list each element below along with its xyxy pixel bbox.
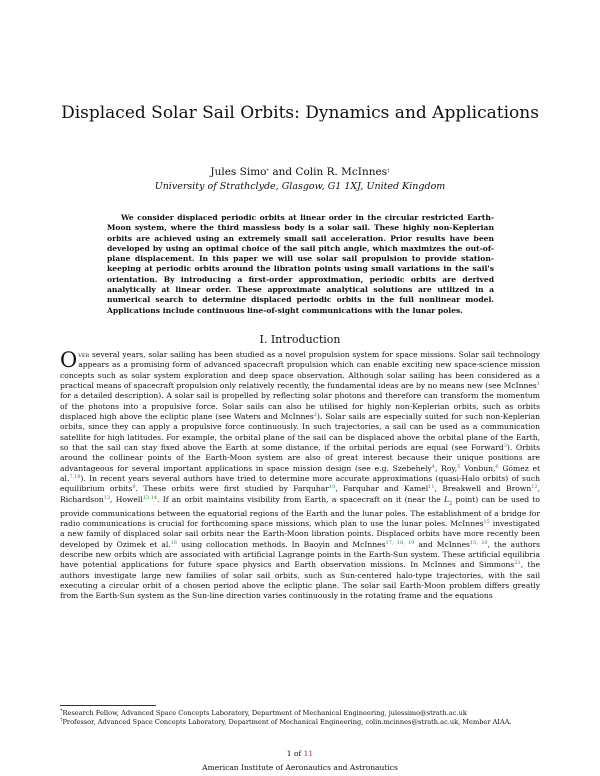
text-run: , Farquhar and Kamel: [335, 484, 429, 494]
text-run: several years, solar sailing has been studied as a novel propulsion system for space missions. Solar sail technology appears as a promising form of advanced spacecraft propulsion which can enable exciting new space-science mission concepts such as solar system exploration and deep space observation. Although solar sailing has been considered as a practical means of spacecraft propulsion only relatively recently, the fundamental ideas are by no means new (see McInnes: [60, 350, 540, 391]
citation-link[interactable]: 1: [536, 381, 540, 388]
math-symbol: L: [444, 494, 450, 504]
text-run: using collocation methods. In Baoyin and McInnes: [177, 539, 386, 549]
footnote-mark[interactable]: *: [266, 168, 269, 174]
footnote-rule: [60, 705, 156, 706]
paper-title: Displaced Solar Sail Orbits: Dynamics and Applications: [61, 103, 539, 123]
text-run: ). Orbits around the collinear points of the Earth-Moon system are also of great interest because their unique positions are advantageous for several important applications in space mission design (see e.g. Szebehely: [60, 443, 540, 473]
text-run: investigated a new family of displaced solar sail orbits near the Earth-Moon libration points. Displaced orbits have more recently been developed by Ozimek et al.: [60, 519, 540, 549]
citation-link[interactable]: 10: [328, 484, 336, 491]
text-run: , the authors investigate large new families of solar sail orbits, such as Sun-centered halo-type trajectories, with the sail executing a circular orbit of a chosen period above the ecliptic plane. The solar sail Earth-Moon problem differs greatly from the Earth-Sun system as the Sun-line direction varies continuously in the rotating frame and the equations: [60, 560, 540, 601]
citation-link[interactable]: 9: [132, 484, 136, 491]
text-run: for a detailed description). A solar sail is propelled by reflecting solar photons and therefore can transform the momentum of the photons into a propulsive force. Solar sails can also be utilised for highly non-Keplerian orbits, such as orbits displaced high above the ecliptic plane (see Waters and McInnes: [60, 391, 540, 422]
text-run: ). Solar sails are especially suited for such non-Keplerian orbits, since they can apply a propulsive force continuously. In such trajectories, a sail can be used as a communication satellite for high latitudes. For example, the orbital plane of the sail can be displaced above the orbital plane of the Earth, so that the sail can stay fixed above the Earth at some distance, if the orbital periods are equal (see Forward: [60, 412, 540, 453]
page-number: [60, 749, 540, 759]
text-run: Gómez et al.: [60, 463, 540, 484]
citation-link[interactable]: 16: [170, 539, 178, 546]
text-run: point) can be used to provide communications between the equatorial regions of the Earth and the lunar poles. The establishment of a bridge for radio communications is crucial for forthcoming space missions, which plan to use the lunar poles. McInnes: [60, 494, 540, 529]
page-of: of: [291, 749, 304, 758]
introduction-paragraph: [60, 350, 540, 602]
citation-link[interactable]: 5: [457, 463, 461, 470]
publisher-footer: American Institute of Aeronautics and Astronautics: [202, 763, 398, 772]
page-total-link[interactable]: 11: [303, 749, 314, 758]
footnote-1: [60, 709, 540, 718]
text-run: , Breakwell and Brown: [434, 484, 532, 494]
footnote-2: [60, 718, 540, 727]
citation-link[interactable]: 6: [495, 463, 499, 470]
citation-link[interactable]: 12: [531, 484, 538, 491]
footnote-text: Professor, Advanced Space Concepts Laboratory, Department of Mechanical Engineering, colin.mcinnes@strath.ac.uk, Member AIAA.: [62, 717, 512, 726]
drop-cap: O: [60, 348, 78, 372]
lead-smallcaps: ver: [78, 350, 90, 359]
text-run: . These orbits were first studied by Farquhar: [135, 484, 329, 494]
citation-link[interactable]: 2: [313, 412, 317, 419]
abstract: We consider displaced periodic orbits at linear order in the circular restricted Earth-Moon system, where the third massless body is a solar sail. These highly non-Keplerian orbits are achieved using an extremely small sail acceleration. Prior results have been developed by using an optimal choice of the sail pitch angle, which maximizes the out-of-plane displacement. In this paper we will use solar sail propulsion to provide station-keeping at periodic orbits around the libration points using small variations in the sail's orientation. By introducing a first-order approximation, periodic orbits are derived analytically at linear order. These approximate analytical solutions are utilized in a numerical search to determine displaced periodic orbits in the full nonlinear model. Applications include continuous line-of-sight communications with the lunar poles.: [107, 213, 494, 315]
text-run: . If an orbit maintains visibility from Earth, a spacecraft on it (near the: [157, 494, 444, 504]
citation-link[interactable]: 15, 20: [469, 539, 488, 546]
text-run: , Richardson: [60, 484, 541, 504]
footnote-mark[interactable]: †: [387, 168, 390, 174]
footnote-mark: †: [60, 716, 63, 723]
author-line: [60, 165, 540, 179]
affiliation: University of Strathclyde, Glasgow, G1 1XJ, United Kingdom: [154, 181, 446, 192]
footnote-mark: *: [60, 708, 63, 714]
footnote-text: Research Fellow, Advanced Space Concepts Laboratory, Department of Mechanical Engineering, julessimo@strath.ac.uk: [62, 709, 467, 717]
author-name: Colin R. McInnes: [295, 166, 388, 178]
citation-link[interactable]: 11: [428, 484, 435, 491]
text-run: , Howell: [110, 494, 143, 504]
citation-link[interactable]: 7,18: [69, 474, 81, 481]
citation-link[interactable]: 15: [483, 519, 490, 526]
page-current: 1: [286, 749, 292, 758]
citation-link[interactable]: 21: [514, 560, 521, 567]
citation-link[interactable]: 4: [431, 463, 435, 470]
citation-link[interactable]: 13: [103, 494, 111, 501]
citation-link[interactable]: 13,14: [142, 494, 158, 501]
footnotes: [60, 709, 540, 726]
text-run: Vonbun,: [460, 463, 496, 473]
section-heading: I. Introduction: [259, 333, 341, 346]
math-subscript: 2: [449, 500, 453, 507]
text-run: , Roy,: [434, 463, 458, 473]
citation-link[interactable]: 17, 18, 19: [385, 539, 415, 546]
text-run: ). In recent years several authors have tried to determine more accurate approximations (quasi-Halo orbits) of such equilibrium orbits: [60, 474, 540, 494]
text-run: , the authors describe new orbits which are associated with artificial Lagrange points in the Earth-Sun system. These artificial equilibria have potential applications for future space physics and Earth observation missions. In McInnes and Simmons: [60, 539, 541, 570]
citation-link[interactable]: 3: [503, 443, 507, 450]
text-run: and McInnes: [414, 539, 470, 549]
author-conjunction: and: [269, 166, 296, 178]
author-name: Jules Simo: [210, 166, 267, 178]
